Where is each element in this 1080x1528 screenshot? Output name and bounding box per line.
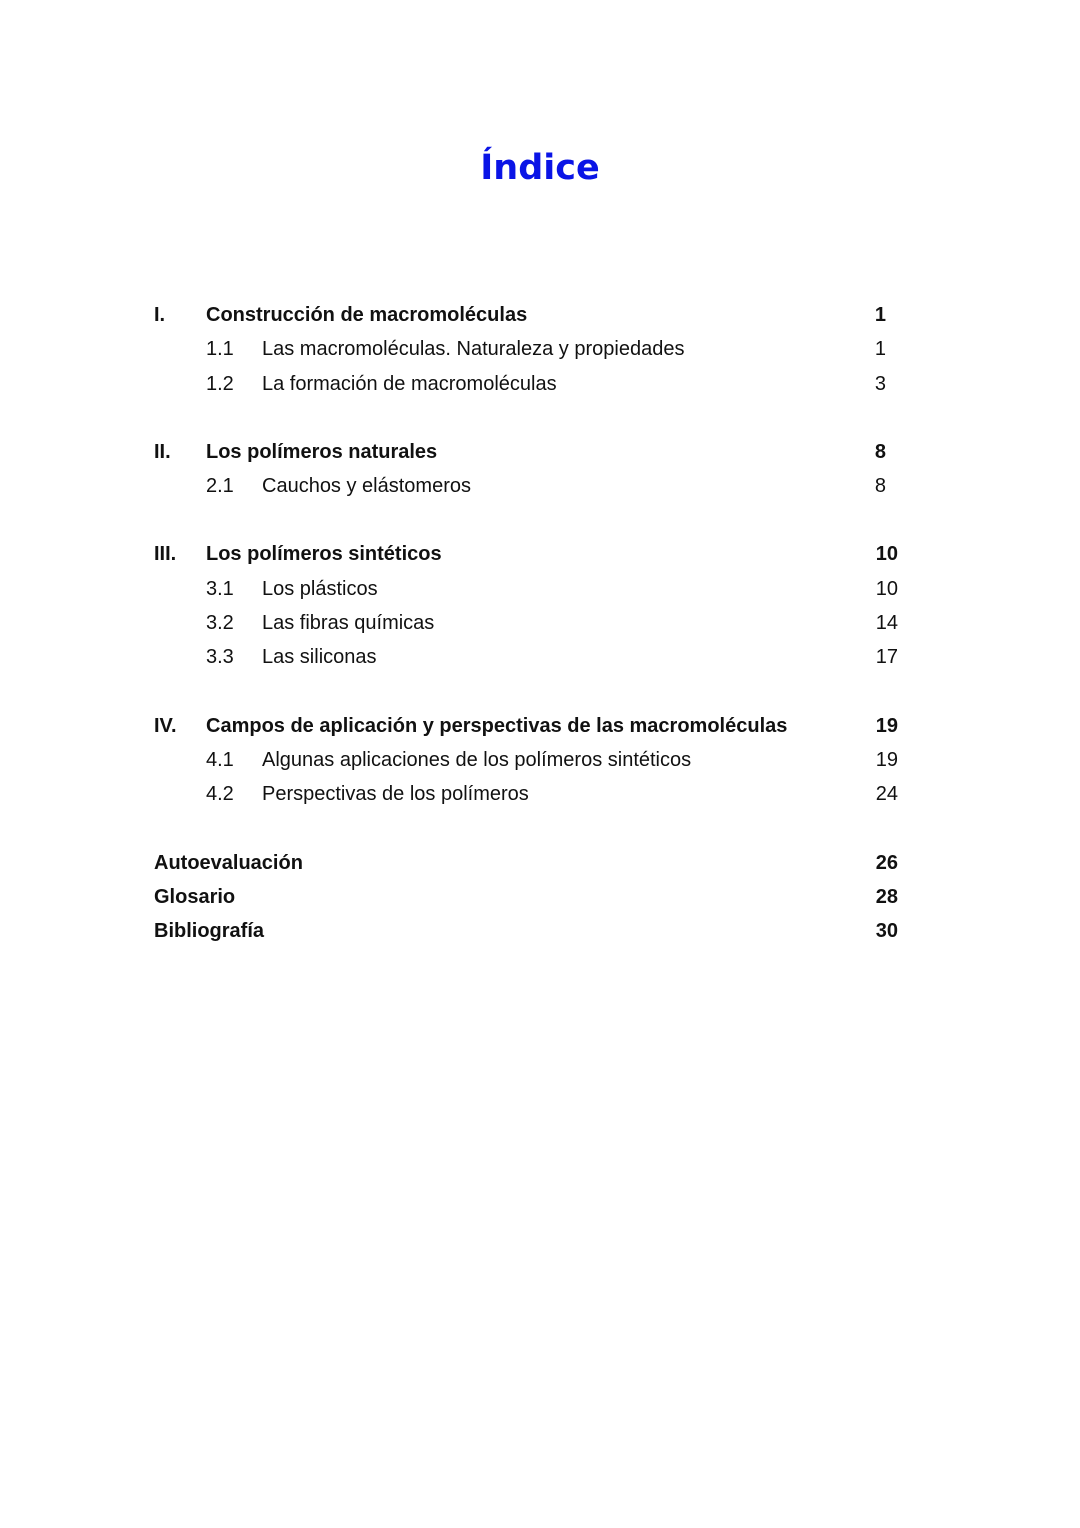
chapter-title: Construcción de macromoléculas <box>206 304 528 326</box>
extra-title: Bibliografía <box>154 920 265 943</box>
extra-page: 28 <box>875 885 898 908</box>
subsection-number: 1.2 <box>206 372 234 395</box>
toc-subsection-row[interactable] <box>154 777 898 811</box>
subsection-title: Cauchos y elástomeros <box>262 475 471 498</box>
extra-page: 26 <box>875 851 898 874</box>
subsection-title: Algunas aplicaciones de los polímeros sintéticos <box>262 748 692 771</box>
subsection-page: 14 <box>875 612 898 635</box>
chapter-title: Campos de aplicación y perspectivas de las macromoléculas <box>206 714 788 737</box>
subsection-number: 1.1 <box>206 338 234 361</box>
extra-page: 30 <box>875 920 898 943</box>
toc-chapter-row[interactable] <box>154 709 898 743</box>
extra-title: Autoevaluación <box>154 851 303 874</box>
toc-subsection-row[interactable] <box>154 640 898 674</box>
subsection-page: 19 <box>875 748 898 771</box>
toc-chapter-row[interactable] <box>154 537 898 571</box>
chapter-numeral: III. <box>154 543 177 566</box>
toc-subsection-row[interactable] <box>154 469 898 503</box>
subsection-number: 2.1 <box>206 475 234 498</box>
toc-extra-row[interactable] <box>154 846 898 880</box>
chapter-numeral: II. <box>154 440 171 463</box>
subsection-number: 3.1 <box>206 577 234 600</box>
toc-section-4 <box>154 709 898 812</box>
toc-extra-row[interactable] <box>154 914 898 948</box>
toc-subsection-row[interactable] <box>154 606 898 640</box>
subsection-number: 4.2 <box>206 783 234 806</box>
toc-subsection-row[interactable] <box>154 572 898 606</box>
subsection-page: 24 <box>875 783 898 806</box>
toc-extras <box>154 846 898 949</box>
chapter-numeral: I. <box>154 304 166 326</box>
toc-subsection-row[interactable] <box>154 743 898 777</box>
chapter-page: 10 <box>875 543 898 566</box>
subsection-page: 3 <box>874 372 886 395</box>
toc-subsection-row[interactable] <box>154 367 898 401</box>
toc-chapter-row[interactable] <box>154 435 898 469</box>
toc-chapter-row[interactable] <box>154 298 898 332</box>
table-of-contents <box>154 298 898 948</box>
chapter-page: 1 <box>874 304 886 326</box>
chapter-numeral: IV. <box>154 714 177 737</box>
subsection-page: 10 <box>875 577 898 600</box>
page-title: Índice <box>480 148 600 188</box>
chapter-page: 8 <box>874 440 886 463</box>
subsection-number: 4.1 <box>206 748 234 771</box>
toc-subsection-row[interactable] <box>154 332 898 366</box>
subsection-title: Las macromoléculas. Naturaleza y propiedades <box>262 338 685 361</box>
subsection-number: 3.3 <box>206 646 234 669</box>
subsection-title: Las siliconas <box>262 646 377 669</box>
subsection-number: 3.2 <box>206 612 234 635</box>
subsection-title: La formación de macromoléculas <box>262 372 557 395</box>
extra-title: Glosario <box>154 885 236 908</box>
toc-section-3 <box>154 537 898 674</box>
chapter-title: Los polímeros naturales <box>206 440 438 463</box>
chapter-page: 19 <box>875 714 898 737</box>
toc-section-2 <box>154 435 898 504</box>
subsection-title: Perspectivas de los polímeros <box>262 783 529 806</box>
subsection-page: 17 <box>875 646 898 669</box>
subsection-page: 1 <box>874 338 886 361</box>
chapter-title: Los polímeros sintéticos <box>206 543 442 566</box>
subsection-title: Las fibras químicas <box>262 612 435 635</box>
subsection-page: 8 <box>874 475 886 498</box>
subsection-title: Los plásticos <box>262 577 378 600</box>
toc-extra-row[interactable] <box>154 880 898 914</box>
toc-section-1 <box>154 298 898 401</box>
